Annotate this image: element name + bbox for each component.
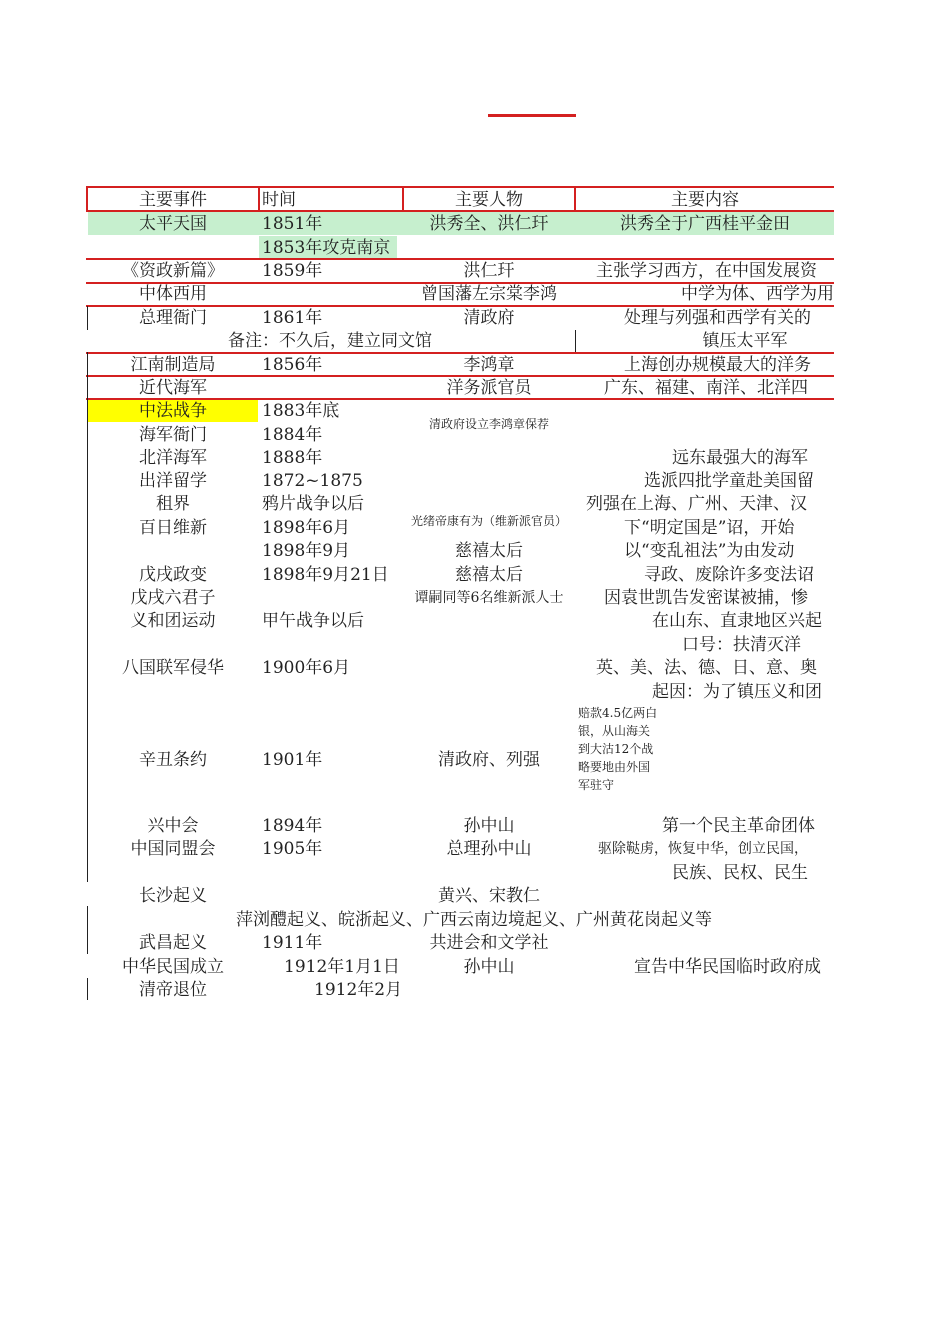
tuiwei-time: 1912年2月 [314, 980, 403, 1000]
header-col2-border [258, 186, 260, 212]
taiping-event: 太平天国 [139, 214, 207, 234]
zizheng-person: 洪仁玕 [463, 261, 515, 281]
wuxu-time: 1898年9月21日 [262, 565, 389, 585]
liujunzi-event: 戊戌六君子 [130, 588, 216, 608]
zhongti-event: 中体西用 [139, 284, 207, 304]
xingzhong-time: 1894年 [262, 816, 323, 836]
wuxu-person: 慈禧太后 [455, 565, 523, 585]
taiping-time2: 1853年攻克南京 [262, 238, 391, 258]
note-divider [575, 330, 576, 352]
xinchou-event: 辛丑条约 [139, 750, 207, 770]
beiyang-time: 1888年 [262, 448, 323, 468]
taiping-time: 1851年 [262, 214, 323, 234]
zhongfa-time: 1883年底 [262, 401, 340, 421]
xinchou-time: 1901年 [262, 750, 323, 770]
jiangnan-content: 上海创办规模最大的洋务 [624, 355, 811, 375]
taiping-person: 洪秀全、洪仁玕 [429, 214, 549, 234]
cixi1-time: 1898年9月 [262, 541, 351, 561]
beiyang-event: 北洋海军 [139, 448, 207, 468]
bairi-time: 1898年6月 [262, 518, 351, 538]
zongli-note2: 镇压太平军 [702, 331, 788, 351]
yihetuan-content: 在山东、直隶地区兴起 [652, 611, 822, 631]
yihetuan-event: 义和团运动 [130, 611, 216, 631]
wuchang-time: 1911年 [262, 933, 323, 953]
haijun-event: 近代海军 [139, 378, 207, 398]
wuxu-event: 戊戌政变 [139, 565, 207, 585]
cixi1-person: 慈禧太后 [455, 541, 523, 561]
wuxu-content: 寻政、废除许多变法诏 [644, 565, 814, 585]
header-person: 主要人物 [455, 190, 523, 210]
liuxue-event: 出洋留学 [139, 471, 207, 491]
changsha-event: 长沙起义 [139, 886, 207, 906]
haijun-person: 洋务派官员 [446, 378, 532, 398]
header-content: 主要内容 [671, 190, 739, 210]
yihetuan-content2: 口号：扶清灭洋 [682, 635, 801, 655]
jiangnan-person: 李鸿章 [463, 355, 515, 375]
baguo-content: 英、美、法、德、日、意、奥 [596, 658, 817, 678]
zujie-event: 租界 [156, 494, 190, 514]
bairi-content: 下“明定国是”诏，开始 [624, 518, 795, 538]
minguo-content: 宣告中华民国临时政府成 [634, 957, 821, 977]
minguo-person: 孙中山 [463, 957, 515, 977]
tongmeng-event: 中国同盟会 [130, 839, 216, 859]
haijunyamen-time: 1884年 [262, 425, 323, 445]
haijun-content: 广东、福建、南洋、北洋四 [604, 378, 808, 398]
minguo-event: 中华民国成立 [122, 957, 224, 977]
zizheng-content: 主张学习西方，在中国发展资 [596, 261, 817, 281]
baguo-content2: 起因：为了镇压义和团 [652, 682, 822, 702]
wuchang-person: 共进会和文学社 [429, 933, 549, 953]
xinchou-content: 赔款4.5亿两白银，从山海关到大沽12个战略要地由外国军驻守 [578, 706, 658, 792]
header-top-border [86, 186, 834, 188]
liujunzi-person: 谭嗣同等6名维新派人士 [414, 590, 564, 606]
baguo-event: 八国联军侵华 [122, 658, 224, 678]
header-event: 主要事件 [139, 190, 207, 210]
zujie-time: 鸦片战争以后 [262, 494, 364, 514]
zongli-person: 清政府 [463, 308, 515, 328]
zongli-event: 总理衙门 [139, 308, 207, 328]
cixi1-content: 以“变乱祖法”为由发动 [624, 541, 795, 561]
xingzhong-person: 孙中山 [463, 816, 515, 836]
jiangnan-event: 江南制造局 [130, 355, 216, 375]
xinchou-person: 清政府、列强 [438, 750, 540, 770]
zongli-content: 处理与列强和西学有关的 [624, 308, 811, 328]
jiangnan-time: 1856年 [262, 355, 323, 375]
haijunyamen-person: 清政府设立李鸿章保荐 [428, 418, 549, 431]
changsha-content2: 萍浏醴起义、皖浙起义、广西云南边境起义、广州黄花岗起义等 [236, 910, 712, 930]
title-underline [488, 114, 576, 117]
bairi-person: 光绪帝康有为（维新派官员） [410, 515, 567, 528]
tongmeng-content2: 民族、民权、民生 [672, 863, 808, 883]
tongmeng-content: 驱除鞑虏，恢复中华，创立民国， [598, 841, 808, 857]
minguo-time: 1912年1月1日 [284, 957, 400, 977]
tongmeng-time: 1905年 [262, 839, 323, 859]
beiyang-content: 远东最强大的海军 [672, 448, 808, 468]
haijunyamen-event: 海军衙门 [139, 425, 207, 445]
zongli-time: 1861年 [262, 308, 323, 328]
xingzhong-event: 兴中会 [147, 816, 199, 836]
zujie-content: 列强在上海、广州、天津、汉 [586, 494, 807, 514]
liujunzi-content: 因袁世凯告发密谋被捕，惨 [604, 588, 808, 608]
xingzhong-content: 第一个民主革命团体 [662, 816, 815, 836]
zongli-note: 备注：不久后，建立同文馆 [228, 331, 432, 351]
zhongfa-event: 中法战争 [139, 401, 207, 421]
header-time: 时间 [262, 190, 296, 210]
tuiwei-event: 清帝退位 [139, 980, 207, 1000]
changsha-person: 黄兴、宋教仁 [438, 886, 540, 906]
tongmeng-person: 总理孙中山 [446, 839, 532, 859]
zizheng-event: 《资政新篇》 [122, 261, 224, 281]
zhongti-content: 中学为体、西学为用 [681, 284, 834, 304]
yihetuan-time: 甲午战争以后 [262, 611, 364, 631]
liuxue-time: 1872~1875 [262, 471, 363, 491]
liuxue-content: 选派四批学童赴美国留 [644, 471, 814, 491]
wuchang-event: 武昌起义 [139, 933, 207, 953]
bairi-event: 百日维新 [139, 518, 207, 538]
taiping-content: 洪秀全于广西桂平金田 [620, 214, 790, 234]
zhongti-person: 曾国藩左宗棠李鸿 [421, 284, 557, 304]
zizheng-time: 1859年 [262, 261, 323, 281]
baguo-time: 1900年6月 [262, 658, 351, 678]
